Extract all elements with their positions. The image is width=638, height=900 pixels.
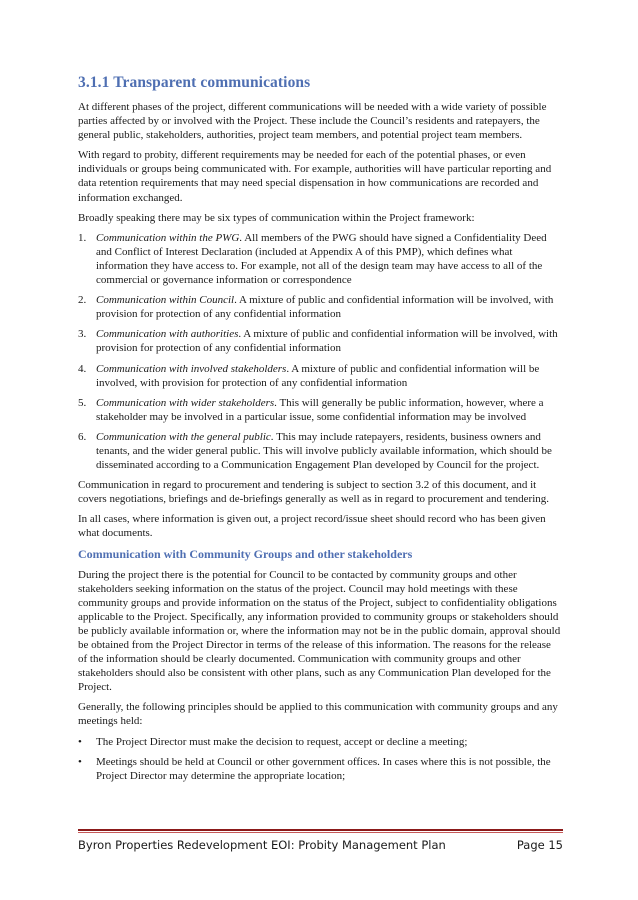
footer-divider-thin — [78, 832, 563, 833]
list-item — [78, 293, 562, 321]
intro-paragraph: With regard to probity, different requirements may be needed for each of the potential phases, or even individuals or groups being communicated with. For example, authorities will have particular reporting and data retention requirements that may need special dispensation in how communications are recorded and information exchanged. — [78, 149, 552, 204]
list-item — [78, 396, 562, 424]
list-number: 1. — [78, 231, 87, 244]
communication-types-list — [78, 231, 562, 472]
list-item-title: Communication with involved stakeholders — [96, 362, 287, 375]
list-item — [78, 430, 562, 472]
list-item-title: Communication with the general public — [96, 430, 271, 443]
list-item — [78, 755, 562, 783]
footer-document-title: Byron Properties Redevelopment EOI: Probity Management Plan — [78, 838, 446, 852]
body-paragraph: During the project there is the potential for Council to be contacted by community groups and other stakeholders seeking information on the status of the project. Council may hold meetings with these community groups and provide information on the status of the Project, subject to confidentiality obligations applicable to the Project. Specifically, any information provided to community groups or stakeholders should be publicly available information or, where the information may not be in the public domain, approval should be obtained from the Project Director in terms of the release of this information. The reasons for the release of the information should be clearly documented. Communication with community groups and other stakeholders should also be consistent with other plans, such as any Communication Plan developed for the Project. — [78, 568, 561, 694]
footer-divider — [78, 829, 563, 831]
list-item-text: . A mixture of public and confidential information will be involved, with provision for protection of any confidential information — [96, 362, 540, 389]
list-number: 4. — [78, 362, 87, 375]
list-number: 6. — [78, 430, 87, 443]
list-item-text: . A mixture of public and confidential information will be involved, with provision for protection of any confidential information — [96, 294, 554, 321]
list-item-text: . All members of the PWG should have signed a Confidentiality Deed and Conflict of Interest Declaration (included at Appendix A of this PMP), which defines what information they have access to. For example, not all of the design team may have access to all of the commercial or governance information or correspondence — [96, 231, 547, 287]
list-item-title: Communication with authorities — [96, 328, 239, 341]
list-item-text: The Project Director must make the decision to request, accept or decline a meeting; — [96, 735, 468, 748]
list-item-text: Meetings should be held at Council or other government offices. In cases where this is not possible, the Project Director may determine the appropriate location; — [96, 755, 551, 782]
intro-paragraph: At different phases of the project, different communications will be needed with a wide variety of possible parties affected by or involved with the Project. These include the Council’s residents and ratepayers, the general public, stakeholders, authorities, project team members, and potential project team members. — [78, 101, 547, 142]
list-item-text: . This will generally be public information, however, where a stakeholder may be involved in a particular issue, some confidential information may be involved — [96, 396, 544, 423]
footer-page-number: Page 15 — [516, 838, 563, 852]
list-number: 3. — [78, 328, 87, 341]
principles-list — [78, 735, 562, 783]
body-paragraph: Generally, the following principles should be applied to this communication with community groups and any meetings held: — [78, 701, 558, 728]
community-heading: Communication with Community Groups and other stakeholders — [78, 546, 413, 561]
body-paragraph: Communication in regard to procurement and tendering is subject to section 3.2 of this document, and it covers negotiations, briefings and de-briefings generally as well as in regard to procurement and tendering. — [78, 479, 550, 506]
list-item — [78, 327, 562, 355]
list-item-title: Communication with wider stakeholders — [96, 396, 275, 409]
bullet-icon: • — [78, 735, 82, 748]
list-number: 5. — [78, 396, 87, 409]
list-item-title: Communication within the PWG — [96, 231, 240, 244]
document-page — [78, 74, 562, 789]
intro-paragraph: Broadly speaking there may be six types of communication within the Project framework: — [78, 211, 475, 224]
list-item-title: Communication within Council — [96, 294, 235, 307]
list-item — [78, 231, 562, 287]
section-heading: 3.1.1 Transparent communications — [78, 74, 311, 91]
list-item — [78, 362, 562, 390]
list-item — [78, 735, 562, 749]
body-paragraph: In all cases, where information is given out, a project record/issue sheet should record who has been given what documents. — [78, 513, 546, 540]
list-item-text: . A mixture of public and confidential information will be involved, with provision for protection of any confidential information — [96, 328, 558, 355]
list-number: 2. — [78, 294, 87, 307]
bullet-icon: • — [78, 755, 82, 768]
list-item-text: . This may include ratepayers, residents, business owners and tenants, and the wider general public. This will involve publicly available information, which should be disseminated according to a Communication Engagement Plan developed by Council for the project. — [96, 430, 552, 472]
